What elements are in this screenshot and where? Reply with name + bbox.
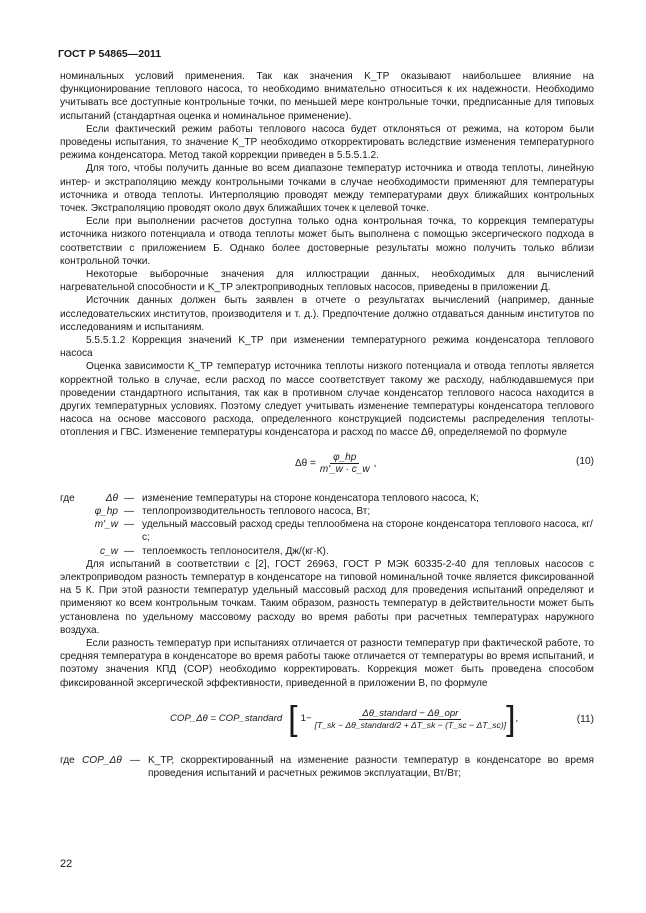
formula-11-one-minus: 1− [300,713,312,725]
definition-symbol: COP_Δθ [82,754,122,766]
where-label: где [60,492,75,504]
formula-10-number: (10) [576,455,594,467]
standard-header: ГОСТ Р 54865—2011 [58,48,162,60]
definition-dash: — [124,492,135,504]
definition-row [60,518,594,544]
formula-11-tail: , [515,713,519,725]
definition-text: K_ТР, скорректированный на изменение разности температур в конденсаторе во время проведения испытаний и расчетных режимов эксплуатации, Вт/Вт; [148,754,594,779]
definition-dash: — [124,519,135,531]
definition-symbol: φ_hp [94,505,118,517]
paragraph-6: Источник данных должен быть заявлен в отчете о результатах вычислений (например, данные исследовательских институтов, производителя и т. д.). Предпочтение должно отдаваться данным институтов по исследованиям и испытаниям. [60,295,594,333]
document-page [60,48,594,780]
formula-11-denominator: [T_sk − Δθ_standard/2 + ΔT_sk − (T_sc − ΔT_sc)] [314,719,507,730]
paragraph-3: Для того, чтобы получить данные во всем диапазоне температур источника и отвода теплоты, линейную интер- и экстраполяцию между контрольными точками в случае необходимости применяют для температуры источника и отвода теплоты. Интерполяцию проводят между температурами двух ближайших контрольных точек. Экстраполяцию проводят около двух ближайших точек к целевой точке. [60,163,594,215]
definition-symbol: m'_w [94,519,118,531]
definition-text: удельный массовый расход среды теплообмена на стороне конденсатора теплового насоса, кг/с; [142,519,593,544]
formula-10-numerator: φ_hp [330,452,359,464]
formula-11-definitions [60,754,594,780]
paragraph-10: Если разность температур при испытаниях отличается от разности температур при фактической работе, то средняя температура в конденсаторе во время работы также отличается от температуры во время испытаний, и поэтому значения КПД (COP) необходимо корректировать. Коррекция может быть проведена способом фиксированной эксергической эффективности, приведенной в приложении В, по формуле [60,637,594,689]
paragraph-2: Если фактический режим работы теплового насоса будет отклоняться от режима, на котором были проведены испытания, то значение K_ТР необходимо откорректировать вследствие изменения температурного режима конденсатора. Метод такой коррекции приведен в 5.5.5.1.2. [60,123,594,162]
formula-11-lhs: COP_Δθ = COP_standard [170,713,283,725]
formula-11-fraction [315,708,507,730]
definition-dash: — [130,754,141,766]
formula-10 [60,446,594,488]
formula-10-tail: , [373,457,377,469]
definition-dash: — [124,505,135,517]
definition-row [60,754,594,780]
definition-text: изменение температуры на стороне конденсатора теплового насоса, К; [142,492,479,504]
paragraph-8: Оценка зависимости K_ТР температур источника теплоты низкого потенциала и отвода теплоты является корректной только в случае, если расход по массе соответствует такому же расходу, наблюдавшемуся при проведении стандартного испытания, так как в противном случае конденсатор теплового насоса находится в других температурных условиях. Поэтому следует учитывать изменение температуры конденсатора теплового насоса на основе массового расхода, определенного конструкцией подсистемы распределения теплоты-отопления и ГВС. Изменение температуры конденсатора и расход по массе Δθ, определяемой по формуле [60,361,594,439]
paragraph-9: Для испытаний в соответствии с [2], ГОСТ 26963, ГОСТ Р МЭК 60335-2-40 для тепловых насосов с электроприводом разность температур в конденсаторе на типовой номинальной точке является фиксированной на 5 К. При этой разности температур удельный массовый расход для проведения испытаний определяют и применяют ко всем контрольным точкам. Таким образом, разность температур в действительности может быть установлена по удельному массовому расходу во время работы при расчетных температурах наружного воздуха. [60,558,594,636]
definition-row [60,492,594,505]
definition-row [60,545,594,558]
formula-10-lhs: Δθ = [295,457,316,469]
formula-11-numerator: Δθ_standard − Δθ_opr [359,708,461,720]
where-label: где [60,754,75,766]
definition-text: теплопроизводительность теплового насоса, Вт; [142,505,371,517]
section-heading: 5.5.5.1.2 Коррекция значений K_ТР при изменении температурного режима конденсатора теплового насоса [60,335,594,360]
definition-dash: — [124,545,135,557]
paragraph-5: Некоторые выборочные значения для иллюстрации данных, необходимых для вычислений нагревательной способности и K_ТР электроприводных тепловых насосов, приведены в приложении Д. [60,269,594,294]
formula-11-bracket-close: ] [506,699,516,738]
definition-text: теплоемкость теплоносителя, Дж/(кг·К). [142,545,329,557]
formula-10-fraction [320,452,370,475]
formula-11 [60,698,594,752]
definition-row [60,505,594,518]
formula-11-bracket-open: [ [288,699,298,738]
paragraph-4: Если при выполнении расчетов доступна только одна контрольная точка, то коррекция температуры источника низкого потенциала и отвода теплоты может быть выполнена с помощью эксергического подхода в соответствии с приложением Б. Однако более достоверные результаты можно получить только вблизи контрольной точки. [60,216,594,267]
formula-10-definitions [60,492,594,558]
paragraph-1: номинальных условий применения. Так как значения K_ТР оказывают наибольшее влияние на функционирование теплового насоса, то необходимо внимательно относиться к их надежности. Необходимо учитывать все доступные контрольные точки, по меньшей мере контрольные точки, предписанные для типовых испытаний (стандартная оценка и номинальное применение). [60,71,594,122]
definition-symbol: c_w [100,545,118,557]
page-number: 22 [60,858,73,870]
formula-11-number: (11) [576,713,594,725]
formula-10-denominator: m'_w · c_w [319,463,370,475]
definition-symbol: Δθ [105,492,118,504]
